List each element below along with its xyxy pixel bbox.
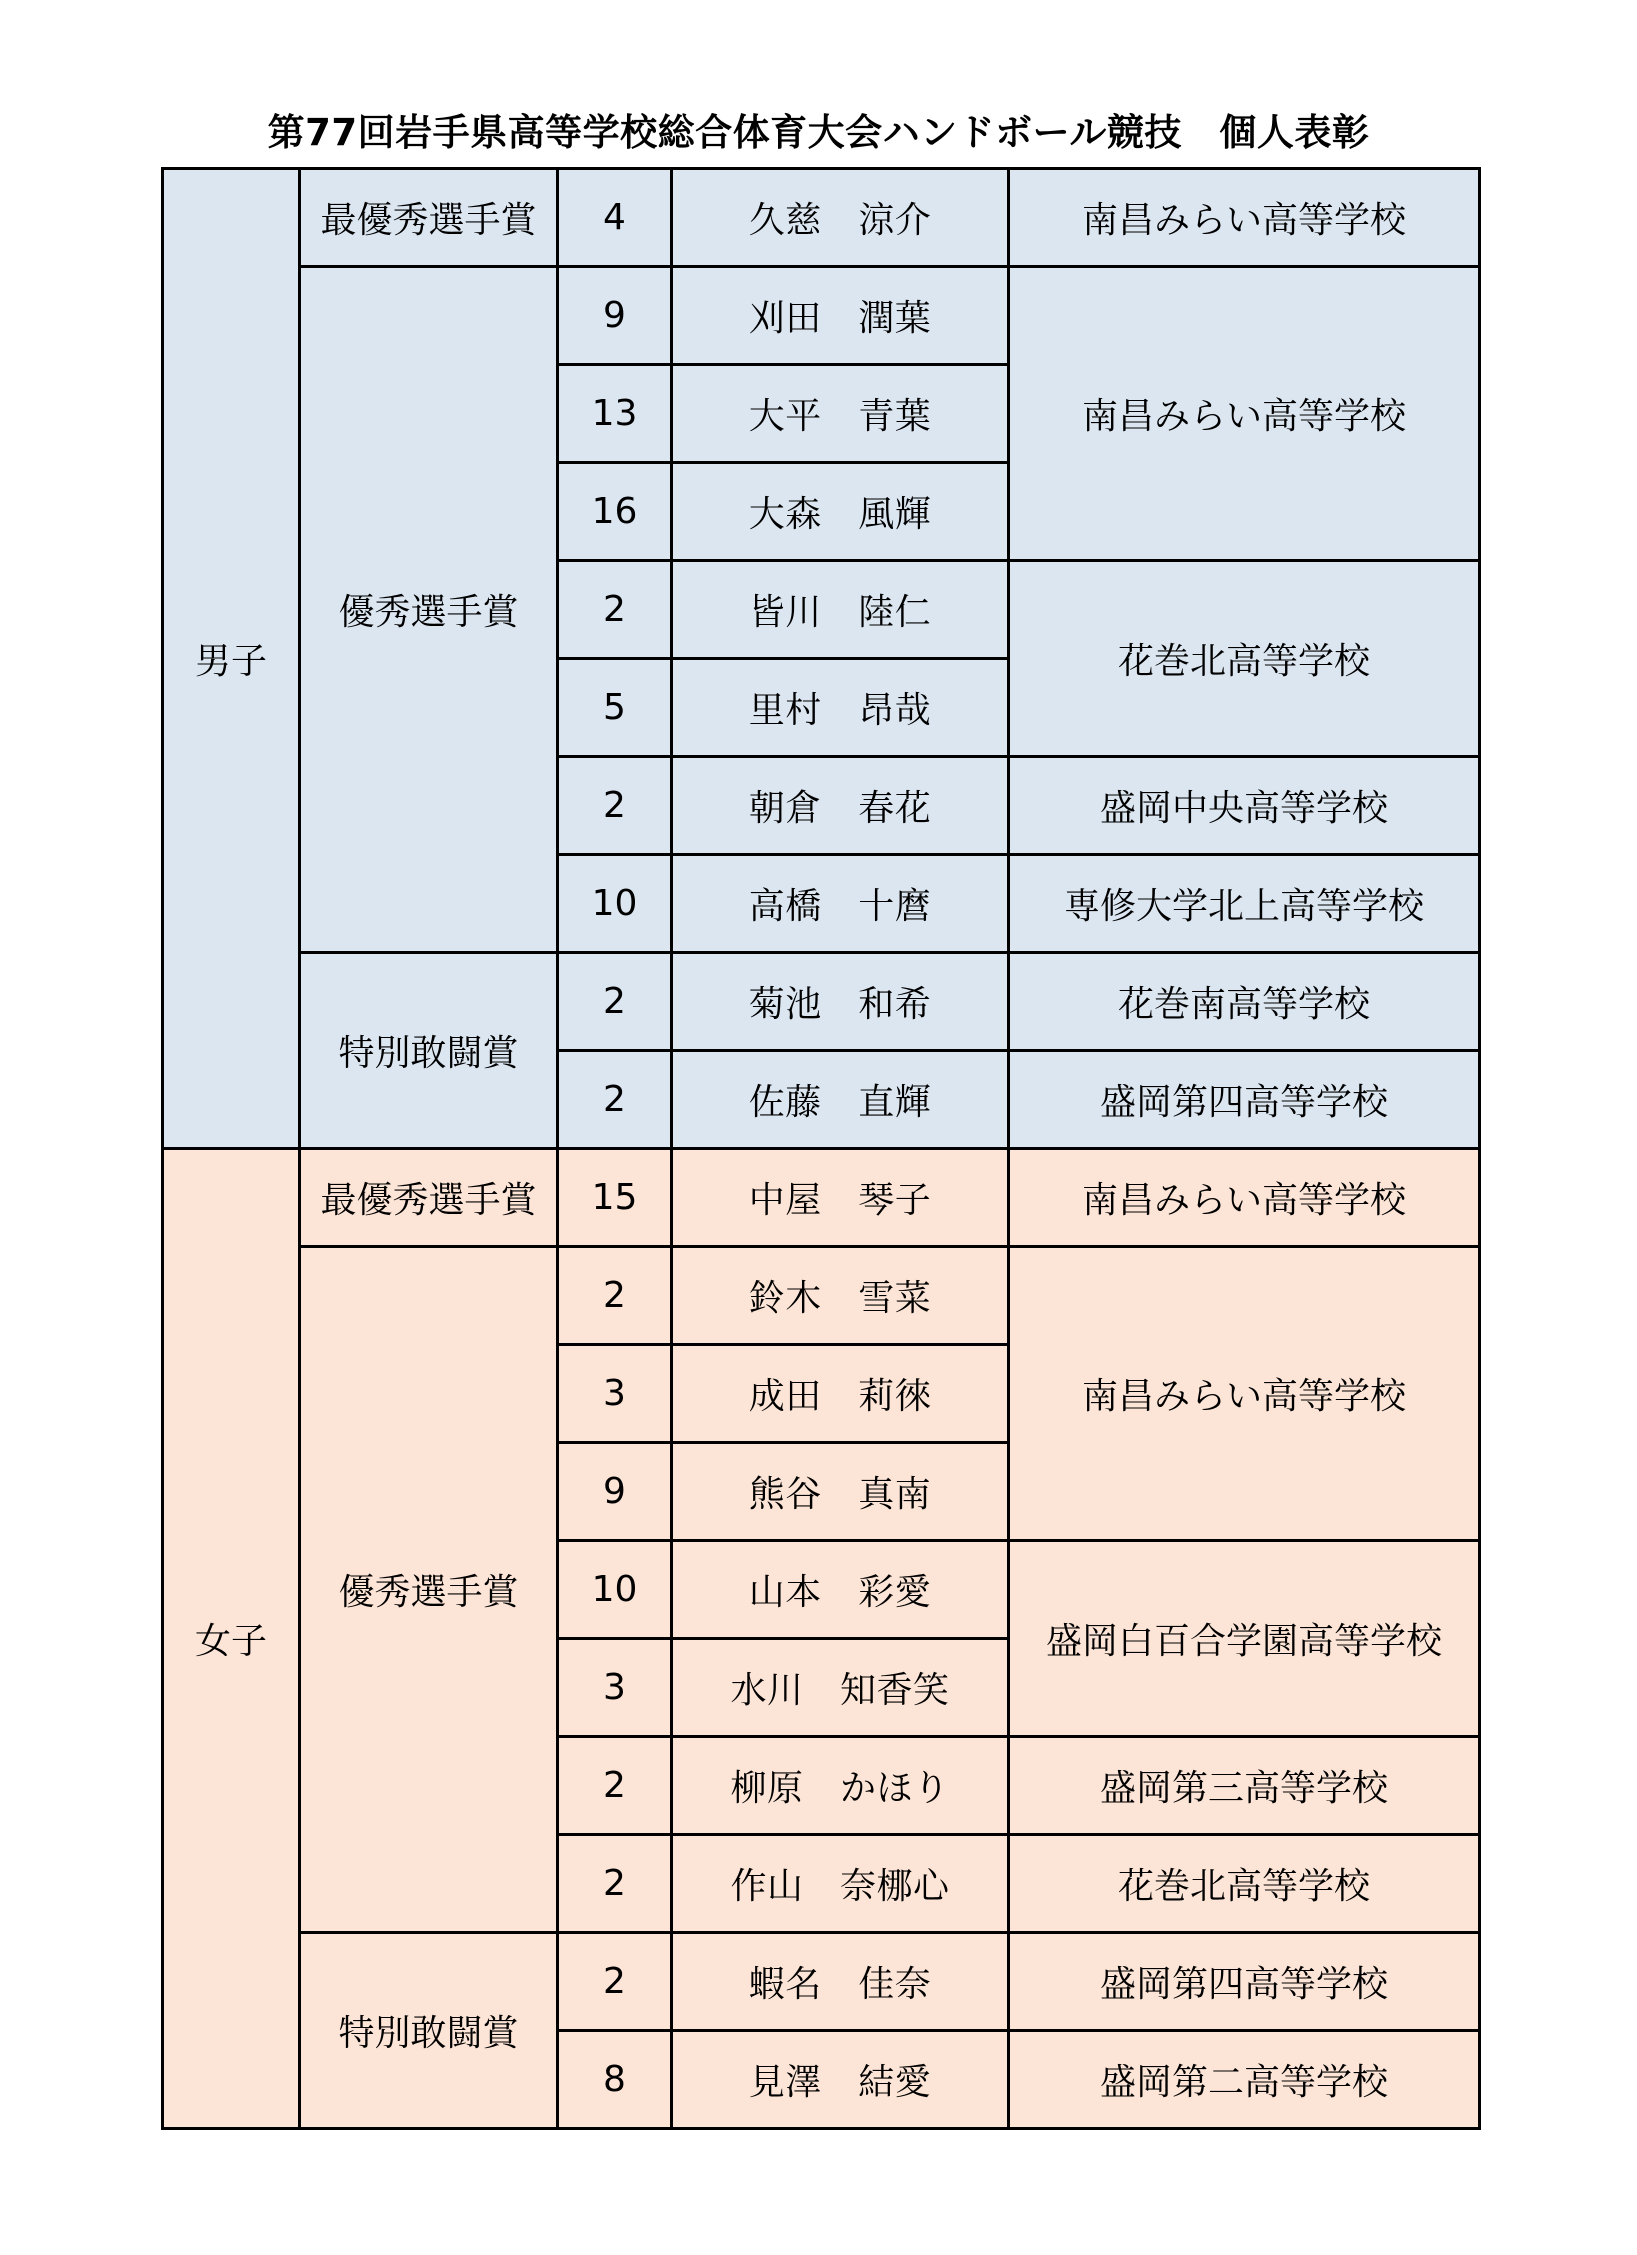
player-name: 鈴木 雪菜	[672, 1247, 1009, 1345]
player-number: 9	[558, 1443, 672, 1541]
school-cell: 盛岡第四高等学校	[1009, 1933, 1480, 2031]
player-number: 15	[558, 1149, 672, 1247]
award-cell: 最優秀選手賞	[300, 1149, 558, 1247]
player-number: 10	[558, 855, 672, 953]
player-name: 山本 彩愛	[672, 1541, 1009, 1639]
table-row	[163, 169, 1480, 267]
award-cell: 優秀選手賞	[300, 267, 558, 953]
school-cell: 花巻南高等学校	[1009, 953, 1480, 1051]
school-cell: 盛岡第二高等学校	[1009, 2031, 1480, 2129]
player-number: 3	[558, 1345, 672, 1443]
player-number: 16	[558, 463, 672, 561]
school-cell: 盛岡第三高等学校	[1009, 1737, 1480, 1835]
player-name: 佐藤 直輝	[672, 1051, 1009, 1149]
player-number: 2	[558, 1835, 672, 1933]
page-title: 第77回岩手県高等学校総合体育大会ハンドボール競技 個人表彰	[267, 111, 1370, 154]
player-name: 作山 奈梛心	[672, 1835, 1009, 1933]
award-cell: 最優秀選手賞	[300, 169, 558, 267]
school-cell: 花巻北高等学校	[1009, 1835, 1480, 1933]
table-row	[163, 1149, 1480, 1247]
award-cell: 優秀選手賞	[300, 1247, 558, 1933]
award-cell: 特別敢闘賞	[300, 1933, 558, 2129]
player-name: 蝦名 佳奈	[672, 1933, 1009, 2031]
player-number: 2	[558, 757, 672, 855]
school-cell: 南昌みらい高等学校	[1009, 1149, 1480, 1247]
player-number: 5	[558, 659, 672, 757]
school-cell: 南昌みらい高等学校	[1009, 1247, 1480, 1541]
gender-cell-girls: 女子	[163, 1149, 300, 2129]
player-name: 里村 昂哉	[672, 659, 1009, 757]
school-cell: 盛岡白百合学園高等学校	[1009, 1541, 1480, 1737]
school-cell: 南昌みらい高等学校	[1009, 169, 1480, 267]
player-name: 水川 知香笑	[672, 1639, 1009, 1737]
player-number: 2	[558, 953, 672, 1051]
player-name: 大平 青葉	[672, 365, 1009, 463]
school-cell: 花巻北高等学校	[1009, 561, 1480, 757]
player-number: 10	[558, 1541, 672, 1639]
player-name: 熊谷 真南	[672, 1443, 1009, 1541]
school-cell: 盛岡第四高等学校	[1009, 1051, 1480, 1149]
gender-cell-boys: 男子	[163, 169, 300, 1149]
school-cell: 盛岡中央高等学校	[1009, 757, 1480, 855]
table-row	[163, 953, 1480, 1051]
award-cell: 特別敢闘賞	[300, 953, 558, 1149]
player-number: 3	[558, 1639, 672, 1737]
player-name: 刈田 潤葉	[672, 267, 1009, 365]
player-number: 8	[558, 2031, 672, 2129]
player-name: 柳原 かほり	[672, 1737, 1009, 1835]
school-cell: 専修大学北上高等学校	[1009, 855, 1480, 953]
player-name: 大森 風輝	[672, 463, 1009, 561]
player-name: 見澤 結愛	[672, 2031, 1009, 2129]
player-name: 中屋 琴子	[672, 1149, 1009, 1247]
table-row	[163, 267, 1480, 365]
player-name: 菊池 和希	[672, 953, 1009, 1051]
table-row	[163, 1247, 1480, 1345]
table-row	[163, 1933, 1480, 2031]
player-number: 13	[558, 365, 672, 463]
player-name: 成田 莉徠	[672, 1345, 1009, 1443]
player-number: 4	[558, 169, 672, 267]
player-name: 朝倉 春花	[672, 757, 1009, 855]
player-number: 2	[558, 1247, 672, 1345]
player-name: 高橋 十麿	[672, 855, 1009, 953]
player-number: 2	[558, 1737, 672, 1835]
awards-table	[161, 167, 1481, 2130]
player-number: 2	[558, 561, 672, 659]
player-name: 久慈 涼介	[672, 169, 1009, 267]
school-cell: 南昌みらい高等学校	[1009, 267, 1480, 561]
player-number: 9	[558, 267, 672, 365]
player-number: 2	[558, 1051, 672, 1149]
player-name: 皆川 陸仁	[672, 561, 1009, 659]
player-number: 2	[558, 1933, 672, 2031]
